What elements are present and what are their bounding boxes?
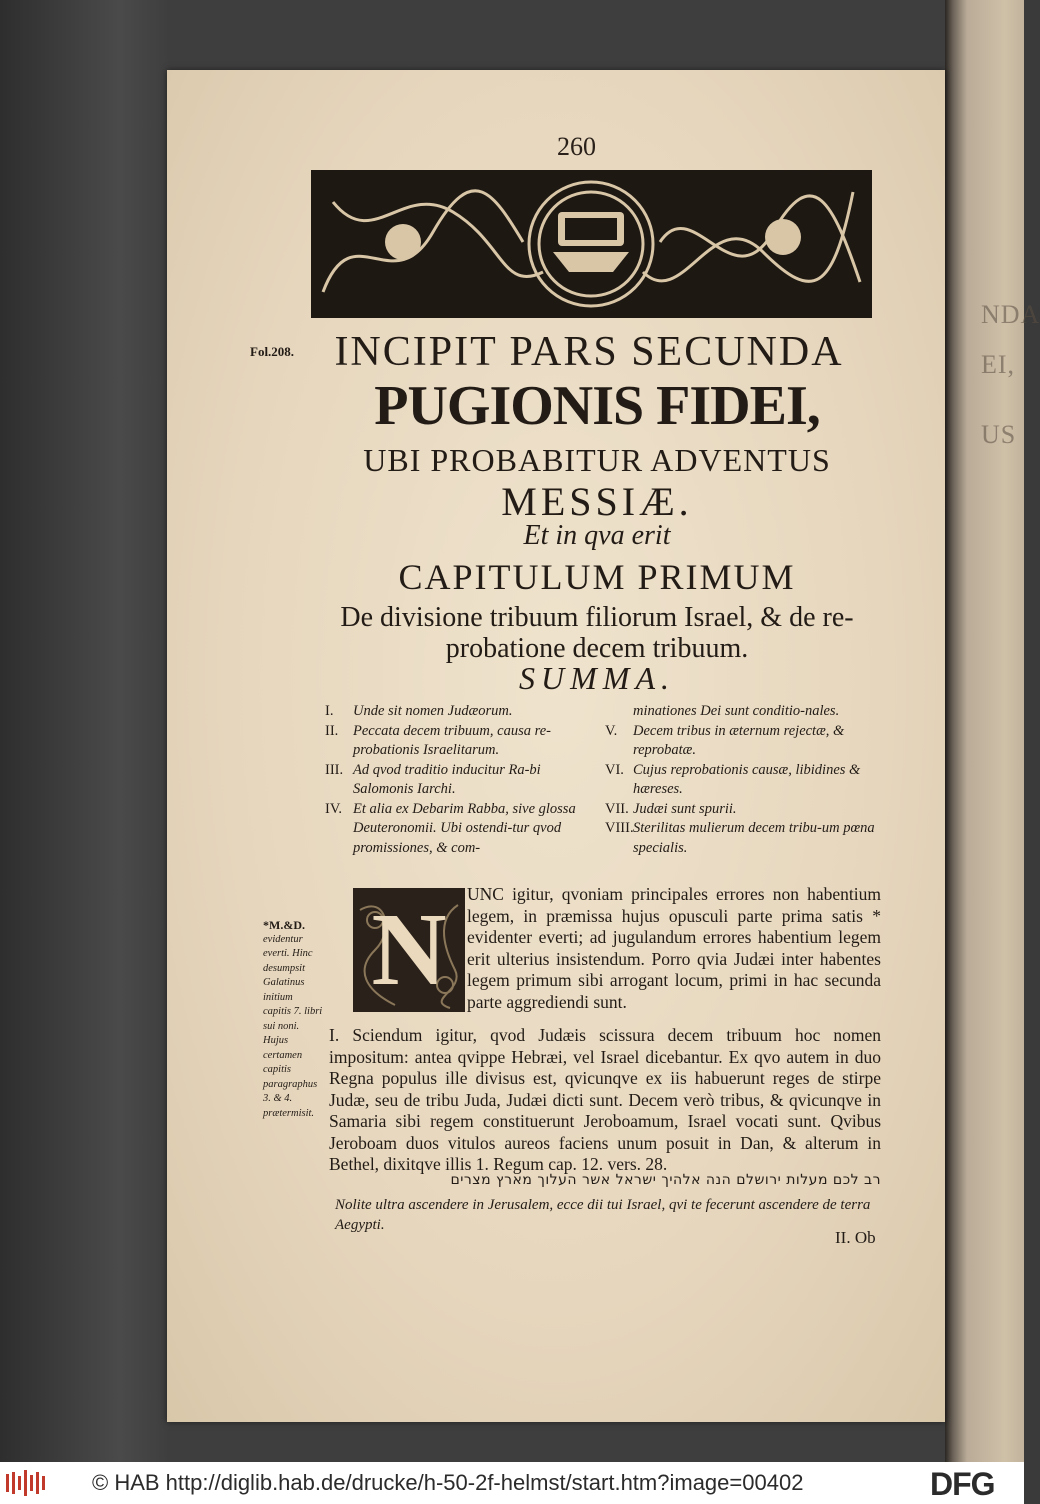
catchword: II. Ob (835, 1228, 876, 1247)
summa-item-text: minationes Dei sunt conditio-nales. (633, 703, 840, 719)
copyright-url[interactable]: © HAB http://diglib.hab.de/drucke/h-50-2f-helmst/start.htm?image=00402 (92, 1470, 804, 1495)
title-line-4: MESSIÆ. (501, 479, 693, 524)
title-line-5: Et in qva erit (523, 520, 671, 551)
summa-item-number: I. (325, 703, 334, 719)
summa-item-text: Judæi sunt spurii. (633, 800, 737, 817)
summa-item-number: IV. (325, 800, 343, 817)
chapter-subtitle (317, 602, 877, 664)
title-line-2: PUGIONIS FIDEI, (374, 375, 820, 437)
body-paragraph: I. Sciendum igitur, qvod Judæis scissura decem tribuum hoc nomen impositum: antea qvippe Hebræi, vel Israel dicebantur. Ex qvo autem in duo Regna populus ille divisus est, qvicunqve ex iis habuerunt reges de stirpe Judæ, seu de tribu Juda, Judæi dicti sunt. Decem verò tribus, & qvicunqve in Samaria sibi regem constituerunt Jeroboamum, Israel vocati sunt. Qvibus Jeroboam duos vitulos aureos faciens unum posuit in Dan, & alterum in Bethel, dixitqve illis 1. Regum cap. 12. vers. 28. (329, 1025, 881, 1174)
summa-item-text: Et alia ex Debarim Rabba, sive glossa Deuteronomii. Ubi ostendi-tur qvod promissiones, & com- (353, 800, 576, 856)
chapter-subtitle-line: probatione decem tribuum. (445, 633, 749, 664)
title-line-3: UBI PROBABITUR ADVENTUS (363, 442, 831, 478)
summa-item-number: VII. (605, 800, 629, 817)
summa-item (325, 702, 593, 722)
summa-column-left (325, 702, 593, 858)
summa-item-number: VIII. (605, 820, 634, 836)
summa-item (605, 722, 877, 761)
hebrew-quotation: רב לכם מעלות ירושלם הנה אלהיך ישראל אשר העלוך מארץ מצרים (450, 1172, 881, 1188)
summa-item (325, 800, 593, 859)
viewer-footer (0, 1462, 1024, 1504)
summa-item (325, 761, 593, 800)
facing-page-fragment: US (981, 420, 1017, 449)
summa-item (605, 819, 877, 858)
summa-item-number (605, 702, 633, 722)
summa-item-text: Peccata decem tribuum, causa re-probationis Israelitarum. (353, 722, 551, 758)
summa-item-text: Decem tribus in æternum rejectæ, & reprobatæ. (633, 722, 845, 758)
facing-page-edge (945, 0, 1040, 1462)
latin-translation: Nolite ultra ascendere in Jerusalem, ecce dii tui Israel, qvi te fecerunt ascendere de terra Aegypti. (335, 1197, 871, 1233)
decorated-initial (353, 888, 465, 1012)
title-line-1: INCIPIT PARS SECUNDA (334, 329, 844, 375)
margin-note (263, 918, 323, 1121)
ornamental-headpiece (311, 170, 872, 318)
summa-item (605, 800, 877, 820)
summa-item-number: VI. (605, 761, 624, 778)
initial-letter: N (371, 892, 447, 1007)
headpiece-ornament (313, 172, 870, 316)
book-page (167, 70, 945, 1422)
dfg-logo: DFG (930, 1466, 995, 1502)
chapter-heading: CAPITULUM PRIMUM (398, 557, 796, 597)
summa-heading: SUMMA. (519, 660, 675, 696)
summa-item-text: Unde sit nomen Judæorum. (353, 703, 513, 719)
summa-item (325, 722, 593, 761)
margin-note-head: *M.&D. (263, 918, 305, 932)
summa-item-number: III. (325, 761, 344, 778)
summa-item-text: Sterilitas mulierum decem tribu-um pœna specialis. (633, 820, 875, 856)
summa-column-right (605, 702, 877, 858)
chapter-subtitle-line: De divisione tribuum filiorum Israel, & de re- (340, 602, 854, 633)
summa-item (605, 702, 877, 722)
facing-page-fragment: EI, (981, 350, 1016, 379)
summa-item-text: Ad qvod traditio inducitur Ra-bi Salomonis Iarchi. (353, 761, 541, 797)
body-opening-paragraph: UNC igitur, qvoniam principales errores non habentium legem, in præmissa hujus opusculi parte prima satis * evidenter everti; ad jugulandum errores habentium legem erit ulterius insistendum. Porro qvia Judæi inter habentes legem primum sibi arrogant locum, primi in hac secunda parte aggrediendi sunt. (467, 884, 881, 1012)
margin-note-text: evidentur everti. Hinc desumpsit Galatinus initium capitis 7. libri sui noni. Hujus certamen capitis paragraphus 3. & 4. prætermisit. (263, 933, 323, 1119)
summa-item-number: V. (605, 722, 618, 739)
folio-reference: Fol.208. (250, 344, 295, 359)
summa-item-number: II. (325, 722, 339, 739)
summa-item (605, 761, 877, 800)
page-number: 260 (557, 132, 596, 161)
summa-item-text: Cujus reprobationis causæ, libidines & hæreses. (633, 761, 861, 797)
facing-page-fragment: NDA (981, 300, 1040, 329)
library-logo-icon (6, 1470, 46, 1496)
